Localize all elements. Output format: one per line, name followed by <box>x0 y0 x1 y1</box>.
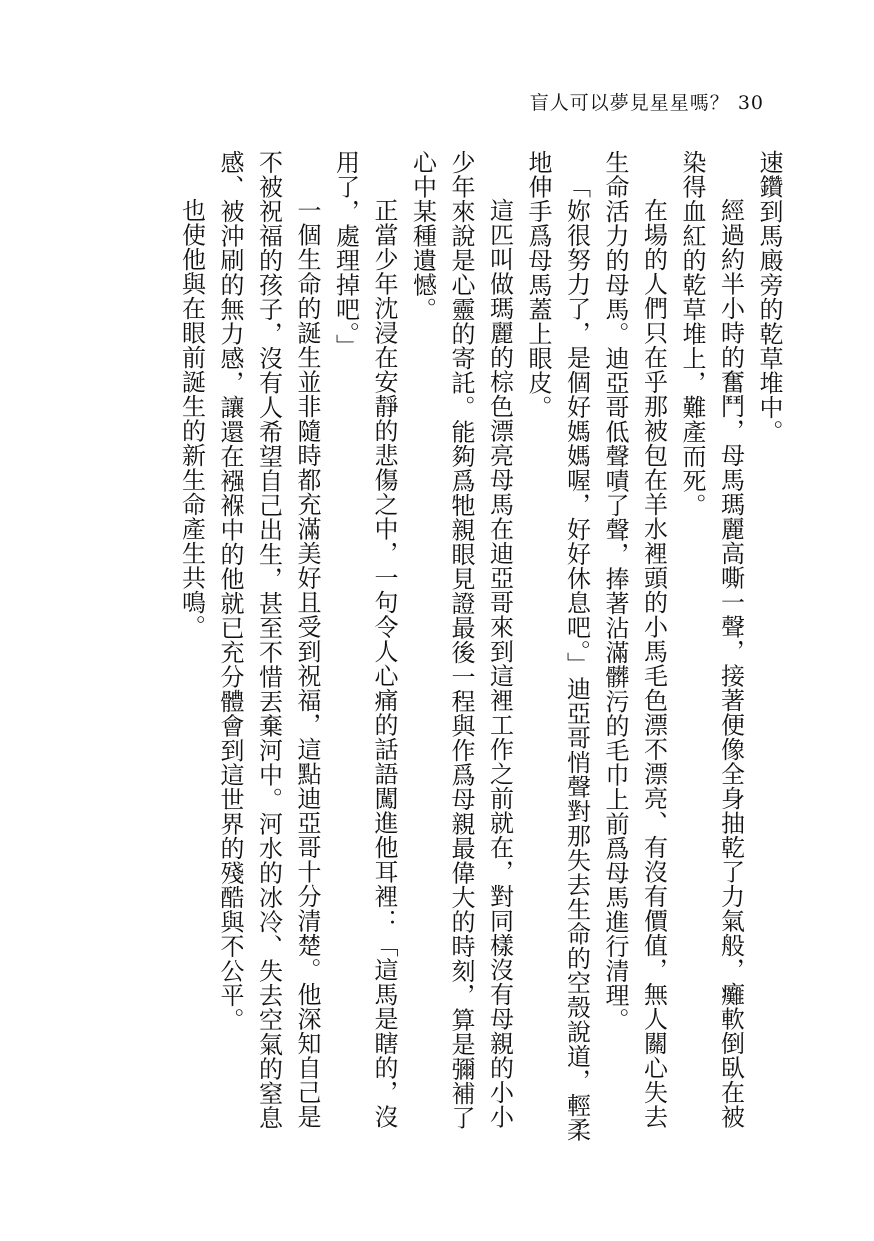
paragraph-6: 正當少年沈浸在安靜的悲傷之中，一句令人心痛的話語闖進他耳裡：「這馬是瞎的，沒用了，處理掉吧。」 <box>331 150 398 1129</box>
paragraph-2: 經過約半小時的奮鬥，母馬瑪麗高嘶一聲，接著便像全身抽乾了力氣般，癱軟倒臥在被染得血紅的乾草堆上，難產而死。 <box>678 150 745 1129</box>
vertical-body-text <box>68 150 788 1150</box>
paragraph-5: 這匹叫做瑪麗的棕色漂亮母馬在迪亞哥來到這裡工作之前就在，對同樣沒有母親的小小少年來說是心靈的寄託。能夠爲牠親眼見證最後一程與作爲母親最偉大的時刻，算是彌補了心中某種遺憾。 <box>408 150 514 1130</box>
paragraph-3: 在場的人們只在乎那被包在羊水裡頭的小馬毛色漂不漂亮、有沒有價值，無人關心失去生命活力的母馬。迪亞哥低聲嘖了聲，捧著沾滿髒污的毛巾上前爲母馬進行清理。 <box>601 150 668 1129</box>
paragraph-7: 一個生命的誕生並非隨時都充滿美好且受到祝福，這點迪亞哥十分清楚。他深知自己是不被祝福的孩子，沒有人希望自己出生，甚至不惜丟棄河中。河水的冰冷、失去空氣的窒息感、被沖刷的無力感，讓還在襁褓中的他就已充分體會到這世界的殘酷與不公平。 <box>216 150 321 1130</box>
running-header <box>530 88 764 115</box>
paragraph-1: 速鑽到馬廄旁的乾草堆中。 <box>755 150 783 444</box>
paragraph-4: 「妳很努力了，是個好媽媽喔，好好休息吧。」迪亞哥悄聲對那失去生命的空殼說道，輕柔地伸手爲母馬蓋上眼皮。 <box>524 150 591 1142</box>
page-number: 30 <box>737 92 764 114</box>
paragraph-8: 也使他與在眼前誕生的新生命產生共鳴。 <box>177 198 206 639</box>
book-title: 盲人可以夢見星星嗎？ <box>529 92 730 114</box>
